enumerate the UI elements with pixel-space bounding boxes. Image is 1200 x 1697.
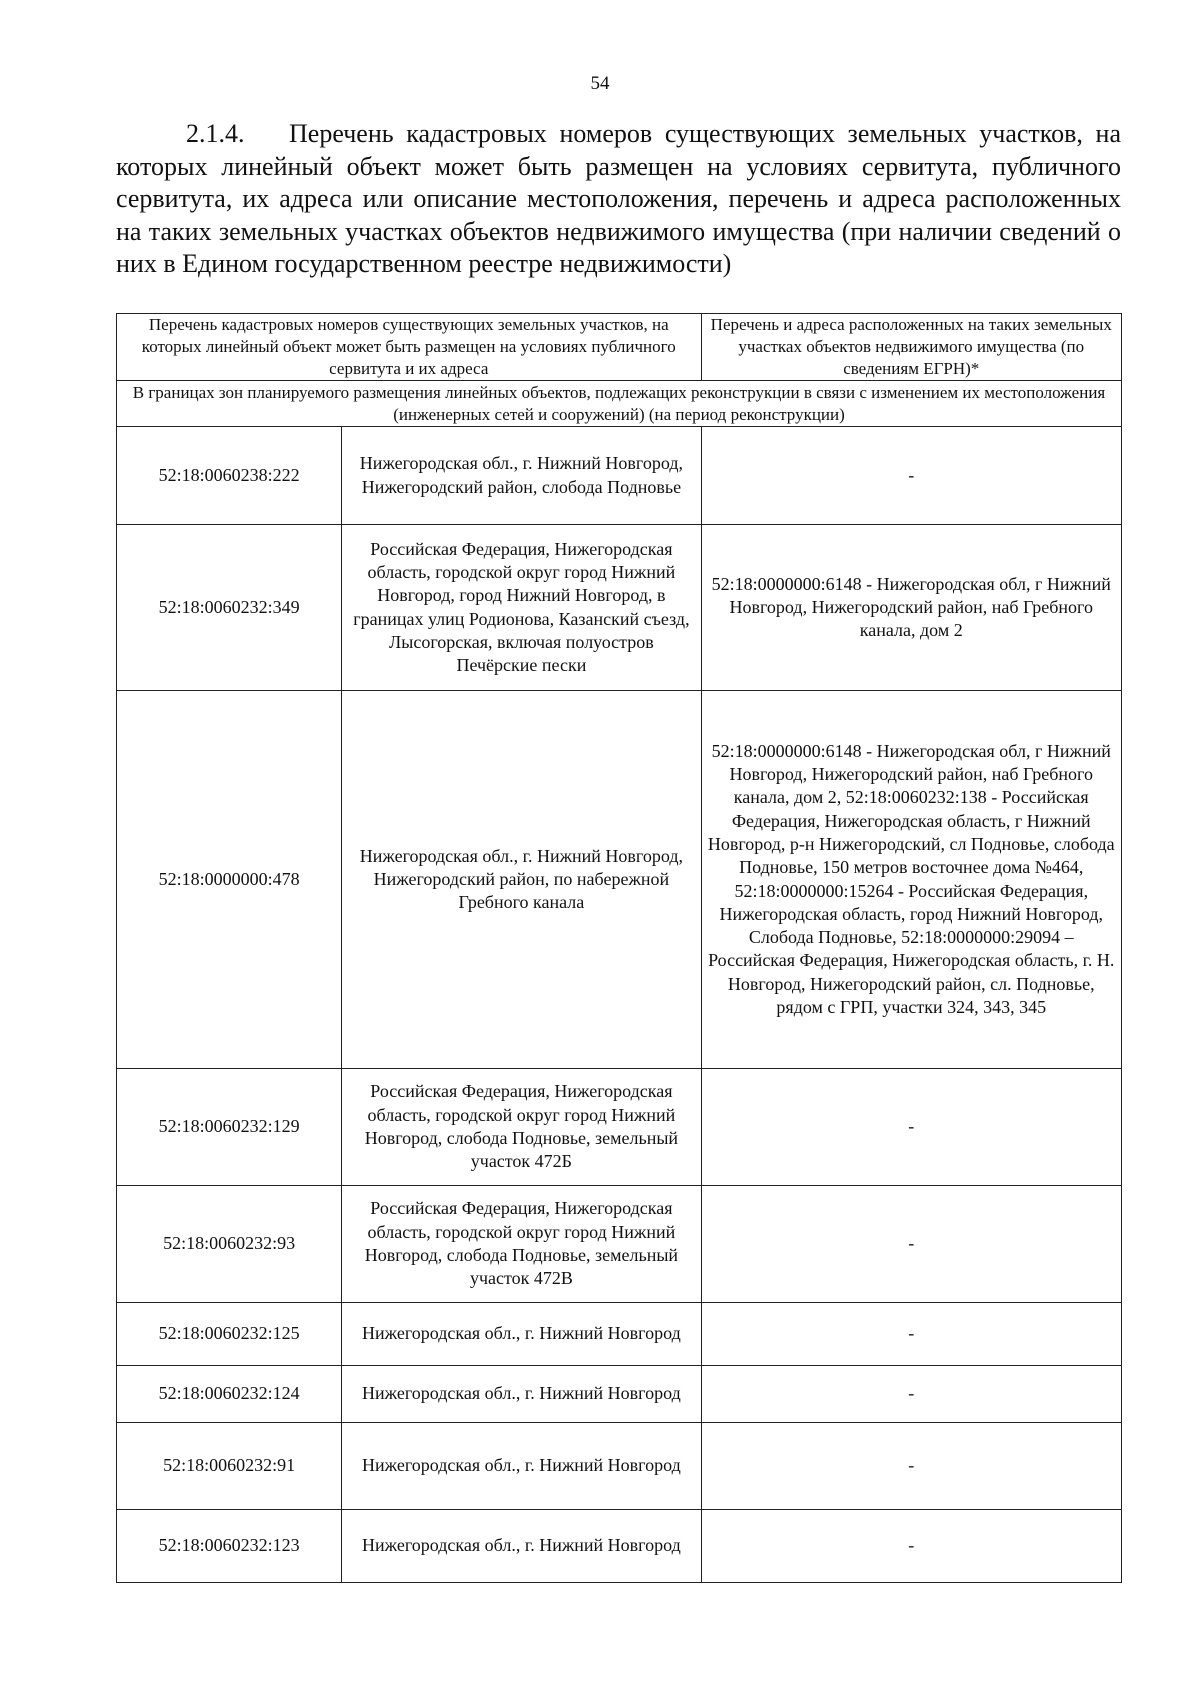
header-right: Перечень и адреса расположенных на таких земельных участках объектов недвижимого имущества (по сведениям ЕГРН)* <box>701 314 1121 381</box>
objects-list: - <box>701 1510 1121 1583</box>
table-row <box>117 691 1122 1069</box>
cadastral-number: 52:18:0060232:349 <box>117 525 342 691</box>
objects-list: - <box>701 1303 1121 1366</box>
cadastral-number: 52:18:0000000:478 <box>117 691 342 1069</box>
table-row <box>117 1069 1122 1186</box>
plot-address: Нижегородская обл., г. Нижний Новгород, Нижегородский район, по набережной Гребного канала <box>342 691 701 1069</box>
plot-address: Российская Федерация, Нижегородская область, городской округ город Нижний Новгород, город Нижний Новгород, в границах улиц Родионова, Казанский съезд, Лысогорская, включая полуостров Печёрские пески <box>342 525 701 691</box>
cadastral-number: 52:18:0060232:91 <box>117 1423 342 1510</box>
page-number: 54 <box>590 73 610 94</box>
plot-address: Нижегородская обл., г. Нижний Новгород <box>342 1366 701 1423</box>
header-left: Перечень кадастровых номеров существующих земельных участков, на которых линейный объект может быть размещен на условиях публичного сервитута и их адреса <box>117 314 702 381</box>
objects-list: - <box>701 1069 1121 1186</box>
plot-address: Нижегородская обл., г. Нижний Новгород <box>342 1303 701 1366</box>
objects-list: - <box>701 427 1121 525</box>
table-row <box>117 1303 1122 1366</box>
plot-address: Нижегородская обл., г. Нижний Новгород, Нижегородский район, слобода Подновье <box>342 427 701 525</box>
zone-row <box>117 381 1122 427</box>
cadastral-number: 52:18:0060232:123 <box>117 1510 342 1583</box>
objects-list: 52:18:0000000:6148 - Нижегородская обл, г Нижний Новгород, Нижегородский район, наб Гребного канала, дом 2, 52:18:0060232:138 - Российская Федерация, Нижегородская область, г Нижний Новгород, р-н Нижегородский, сл Подновье, слобода Подновье, 150 метров восточнее дома №464, 52:18:0000000:15264 - Российская Федерация, Нижегородская область, город Нижний Новгород, Слобода Подновье, 52:18:0000000:29094 – Российская Федерация, Нижегородская область, г. Н. Новгород, Нижегородский район, сл. Подновье, рядом с ГРП, участки 324, 343, 345 <box>701 691 1121 1069</box>
objects-list: 52:18:0000000:6148 - Нижегородская обл, г Нижний Новгород, Нижегородский район, наб Гребного канала, дом 2 <box>701 525 1121 691</box>
table-row <box>117 1423 1122 1510</box>
objects-list: - <box>701 1366 1121 1423</box>
zone-description: В границах зон планируемого размещения линейных объектов, подлежащих реконструкции в связи с изменением их местоположения (инженерных сетей и сооружений) (на период реконструкции) <box>117 381 1122 427</box>
section-title: Перечень кадастровых номеров существующих земельных участков, на которых линейный объект может быть размещен на условиях сервитута, публичного сервитута, их адреса или описание местоположения, перечень и адреса расположенных на таких земельных участках объектов недвижимого имущества (при наличии сведений о них в Едином государственном реестре недвижимости) <box>116 119 1121 278</box>
cadastral-number: 52:18:0060232:125 <box>117 1303 342 1366</box>
plot-address: Российская Федерация, Нижегородская область, городской округ город Нижний Новгород, слобода Подновье, земельный участок 472Б <box>342 1069 701 1186</box>
table-header-row <box>117 314 1122 381</box>
section-number: 2.1.4. <box>186 119 245 148</box>
section-heading <box>116 118 1121 281</box>
table-row <box>117 525 1122 691</box>
cadastral-number: 52:18:0060238:222 <box>117 427 342 525</box>
table-row <box>117 1366 1122 1423</box>
plot-address: Российская Федерация, Нижегородская область, городской округ город Нижний Новгород, слобода Подновье, земельный участок 472В <box>342 1186 701 1303</box>
plot-address: Нижегородская обл., г. Нижний Новгород <box>342 1423 701 1510</box>
objects-list: - <box>701 1423 1121 1510</box>
table-row <box>117 1186 1122 1303</box>
cadastral-table <box>116 313 1122 1583</box>
objects-list: - <box>701 1186 1121 1303</box>
table-row <box>117 1510 1122 1583</box>
cadastral-number: 52:18:0060232:129 <box>117 1069 342 1186</box>
cadastral-number: 52:18:0060232:124 <box>117 1366 342 1423</box>
plot-address: Нижегородская обл., г. Нижний Новгород <box>342 1510 701 1583</box>
table-row <box>117 427 1122 525</box>
cadastral-number: 52:18:0060232:93 <box>117 1186 342 1303</box>
